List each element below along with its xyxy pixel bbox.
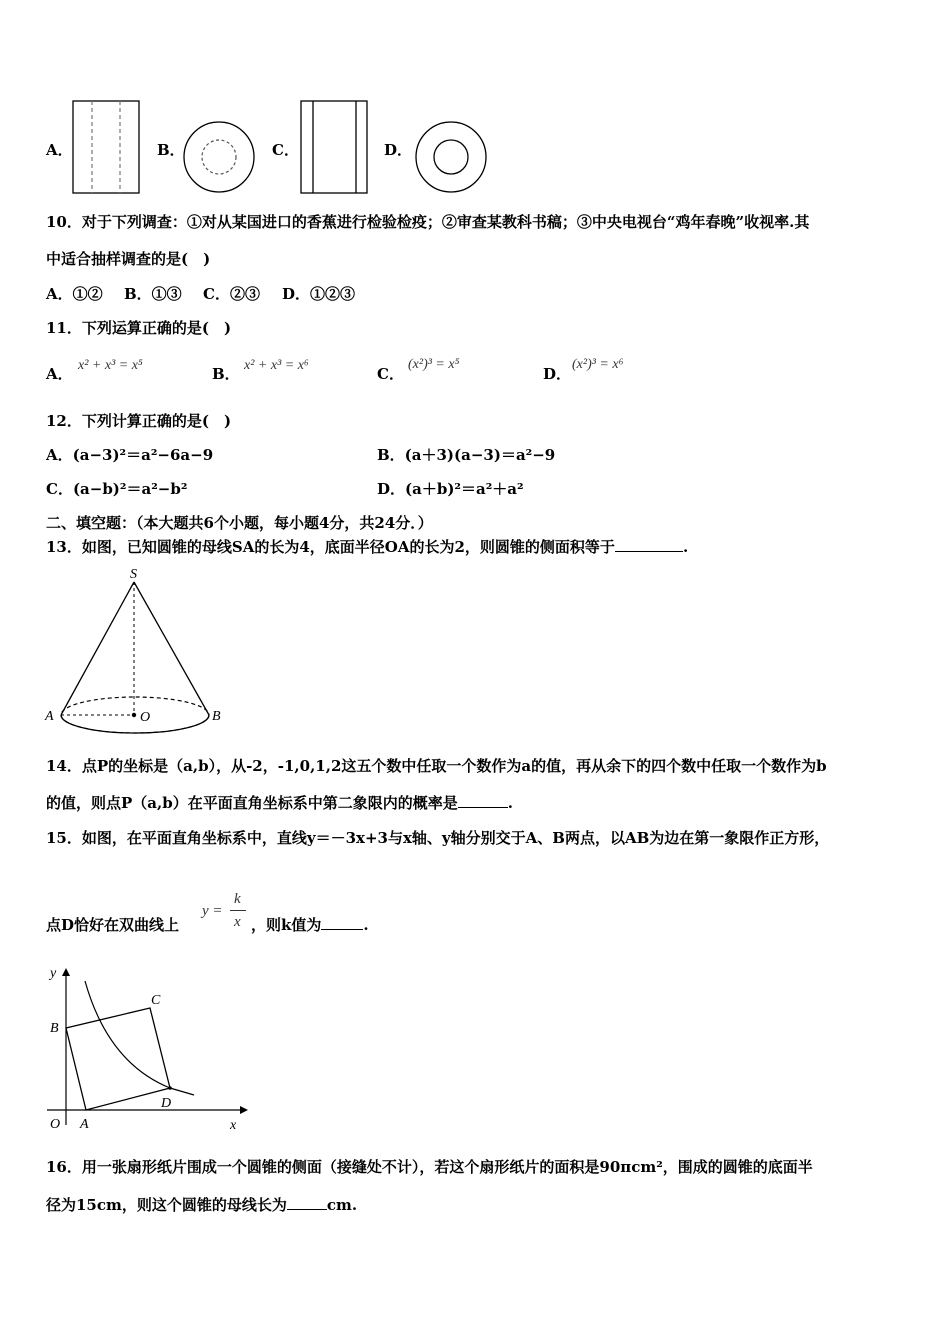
- cone-center-point: [132, 713, 136, 717]
- q11-option-b-label: B．: [212, 365, 240, 383]
- q15-formula-denominator: x: [234, 914, 241, 930]
- point-d: [168, 1086, 172, 1090]
- square-abcd: [66, 1008, 170, 1110]
- q13-answer-blank: [615, 537, 683, 552]
- cone-slant-sa: [61, 582, 134, 715]
- q9-option-d-figure: [413, 120, 489, 196]
- q14-line2: [46, 793, 513, 813]
- q11-option-d-formula: (x²)³ = x⁶: [572, 357, 624, 372]
- q11-option-c-label: C．: [377, 365, 404, 383]
- q11-stem: 11．下列运算正确的是( ): [46, 319, 232, 337]
- q15-formula-numerator: k: [234, 891, 241, 907]
- q14-line1: 14．点P的坐标是（a,b），从-2，-1,0,1,2这五个数中任取一个数作为a的值，再从余下的四个数中任取一个数作为b: [46, 757, 827, 775]
- q13-stem-text: 13．如图，已知圆锥的母线SA的长为4，底面半径OA的长为2，则圆锥的侧面积等于: [46, 538, 615, 556]
- q15-line2-post-text: ，则k值为: [251, 916, 322, 934]
- q15-coordinate-figure: [40, 965, 250, 1135]
- q14-line2-text: 的值，则点P（a,b）在平面直角坐标系中第二象限内的概率是: [46, 794, 458, 812]
- q9-option-a-label: A．: [46, 141, 73, 159]
- fig-label-a: A: [80, 1117, 89, 1132]
- q10-option-c: C．②③: [203, 285, 260, 303]
- fig-label-c: C: [151, 993, 161, 1008]
- q11-option-a-label: A．: [46, 365, 73, 383]
- q13-stem-end: .: [682, 538, 689, 556]
- q15-line2-end: .: [363, 916, 369, 934]
- q12-option-d: D．(a＋b)²＝a²＋a²: [377, 480, 524, 498]
- cone-label-a: A: [45, 709, 54, 724]
- q9-option-a-figure: [70, 100, 142, 195]
- q12-option-b: B．(a＋3)(a−3)＝a²−9: [377, 446, 556, 464]
- fig-label-x: x: [230, 1118, 237, 1133]
- fig-label-o: O: [50, 1117, 61, 1132]
- q16-line2: [46, 1195, 357, 1215]
- q13-stem: [46, 537, 688, 557]
- q9-option-b-figure: [182, 120, 258, 196]
- q15-line1: 15．如图，在平面直角坐标系中，直线y＝－3x+3与x轴、y轴分别交于A、B两点，以AB为边在第一象限作正方形，: [46, 829, 830, 847]
- cone-label-s: S: [130, 567, 137, 582]
- q16-line2-post: cm.: [326, 1196, 358, 1214]
- q10-option-b: B．①③: [124, 285, 182, 303]
- q11-option-c-formula: (x²)³ = x⁵: [408, 357, 460, 372]
- fig-label-b: B: [50, 1021, 59, 1036]
- q9-option-b-label: B．: [157, 141, 185, 159]
- q15-answer-blank: [321, 915, 363, 930]
- q15-line2-pre: 点D恰好在双曲线上: [46, 916, 180, 934]
- q10-stem-line2: 中适合抽样调查的是( ): [46, 250, 211, 268]
- q14-answer-blank: [458, 793, 508, 808]
- q11-option-a-formula: x² + x³ = x⁵: [78, 358, 143, 373]
- q16-line2-pre: 径为15cm，则这个圆锥的母线长为: [46, 1196, 287, 1214]
- q15-formula-y: y =: [202, 903, 223, 919]
- section2-heading: 二、填空题：（本大题共6个小题，每小题4分，共24分．）: [46, 514, 433, 532]
- q9-option-c-figure: [298, 100, 370, 195]
- q16-answer-blank: [287, 1195, 327, 1210]
- q9-option-c-label: C．: [272, 141, 299, 159]
- q15-formula-fraction-bar: [230, 910, 246, 911]
- q13-cone-figure: [40, 565, 240, 730]
- cone-base-front: [61, 715, 209, 733]
- q15-line2-post: [251, 915, 369, 935]
- q10-option-a: A．①②: [46, 285, 103, 303]
- q9-option-d-label: D．: [384, 141, 413, 159]
- q14-line2-end: .: [507, 794, 513, 812]
- x-axis-arrow: [240, 1106, 248, 1114]
- cone-label-b: B: [212, 709, 221, 724]
- q10-option-d: D．①②③: [282, 285, 356, 303]
- fig-label-y: y: [50, 966, 57, 981]
- q12-stem: 12．下列计算正确的是( ): [46, 412, 232, 430]
- q12-option-c: C．(a−b)²＝a²−b²: [46, 480, 188, 498]
- cone-slant-sb: [134, 582, 209, 715]
- hyperbola-curve: [85, 981, 194, 1095]
- q16-line1: 16．用一张扇形纸片围成一个圆锥的侧面（接缝处不计），若这个扇形纸片的面积是90πcm²，围成的圆锥的底面半: [46, 1158, 813, 1176]
- q11-option-b-formula: x² + x³ = x⁶: [244, 358, 309, 373]
- q10-stem-line1: 10．对于下列调查：①对从某国进口的香蕉进行检验检疫；②审查某教科书稿；③中央电视台“鸡年春晚”收视率.其: [46, 213, 810, 231]
- q12-option-a: A．(a−3)²＝a²−6a−9: [46, 446, 214, 464]
- fig-label-d: D: [161, 1096, 172, 1111]
- y-axis-arrow: [62, 968, 70, 976]
- q11-option-d-label: D．: [543, 365, 572, 383]
- cone-label-o: O: [140, 710, 151, 725]
